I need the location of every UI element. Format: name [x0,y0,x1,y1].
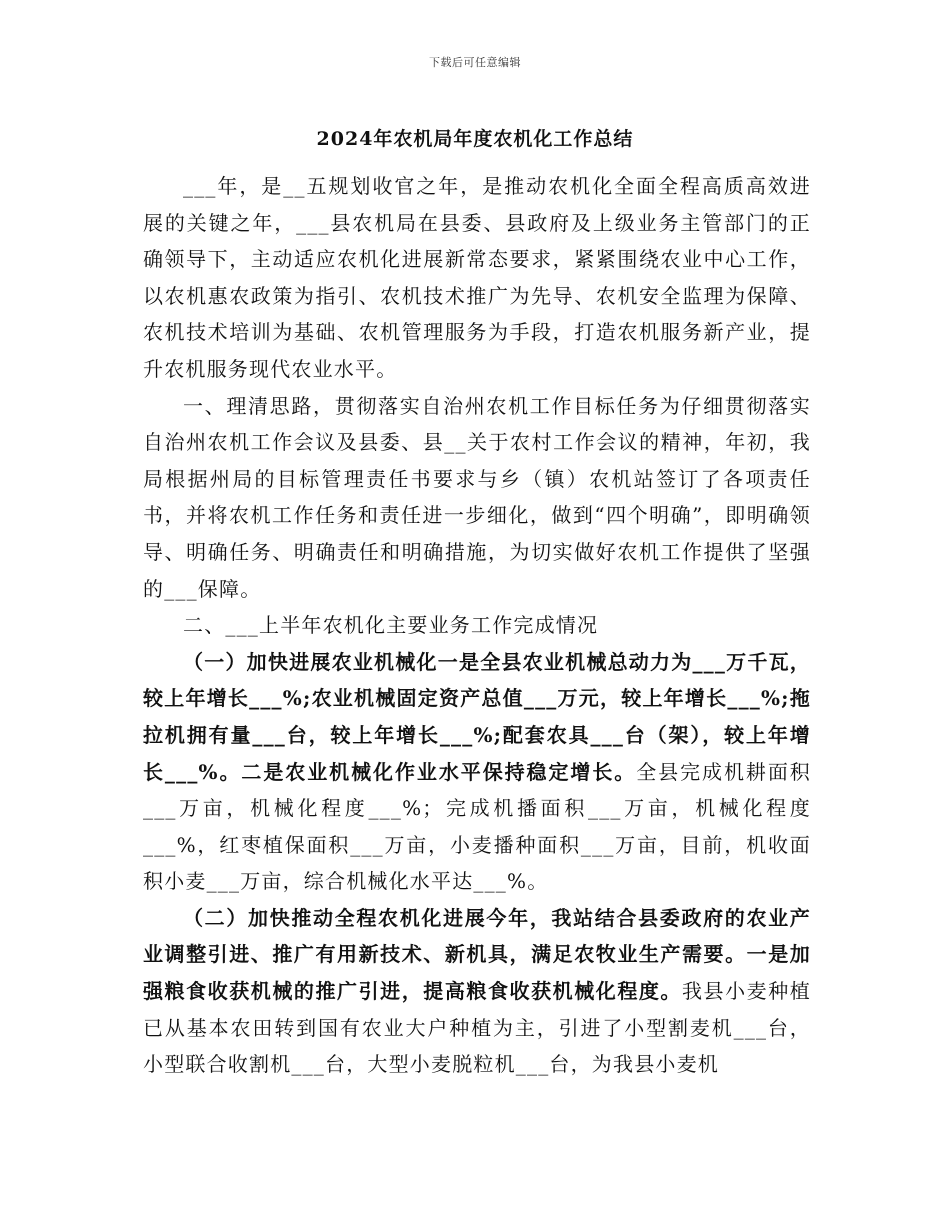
paragraph-intro: ___年，是__五规划收官之年，是推动农机化全面全程高质高效进展的关键之年，___县农机局在县委、县政府及上级业务主管部门的正确领导下，主动适应农机化进展新常态要求，紧紧围绕农业中心工作，以农机惠农政策为指引、农机技术推广为先导、农机安全监理为保障、农机技术培训为基础、农机管理服务为手段，打造农机服务新产业，提升农机服务现代农业水平。 [143,174,811,381]
subsection-two-bold-text: （二）加快推动全程农机化进展今年，我站结合县委政府的农业产业调整引进、推广有用新技术、新机具，满足农牧业生产需要。一是加强粮食收获机械的推广引进，提高粮食收获机械化程度。 [143,905,811,1004]
document-title: 2024年农机局年度农机化工作总结 [316,128,634,150]
subsection-one-bold-text: （一）加快进展农业机械化一是全县农业机械总动力为___万千瓦，较上年增长___%;农业机械固定资产总值___万元，较上年增长___%;拖拉机拥有量___台，较上年增长___%;配套农具___台（架），较上年增长___%。二是农业机械化作业水平保持稳定增长。 [143,649,811,784]
header-note: 下载后可任意编辑 [429,56,521,69]
subsection-two-text: 我县小麦种植已从基本农田转到国有农业大户种植为主，引进了小型割麦机___台，小型联合收割机___台，大型小麦脱粒机___台，为我县小麦机 [143,979,811,1077]
paragraph-subsection-one [143,644,811,900]
paragraph-subsection-two [143,900,811,1083]
subsection-one-text: 全县完成机耕面积___万亩，机械化程度___%；完成机播面积___万亩，机械化程度___%，红枣植保面积___万亩，小麦播种面积___万亩，目前，机收面积小麦___万亩，综合机械化水平达___%。 [143,759,811,894]
document-body [143,168,811,1083]
paragraph-section-one: 一、理清思路，贯彻落实自治州农机工作目标任务为仔细贯彻落实自治州农机工作会议及县委、县__关于农村工作会议的精神，年初，我局根据州局的目标管理责任书要求与乡（镇）农机站签订了各项责任书，并将农机工作任务和责任进一步细化，做到“四个明确”，即明确领导、明确任务、明确责任和明确措施，为切实做好农机工作提供了坚强的___保障。 [143,393,811,601]
section-heading-two: 二、___上半年农机化主要业务工作完成情况 [183,613,599,638]
